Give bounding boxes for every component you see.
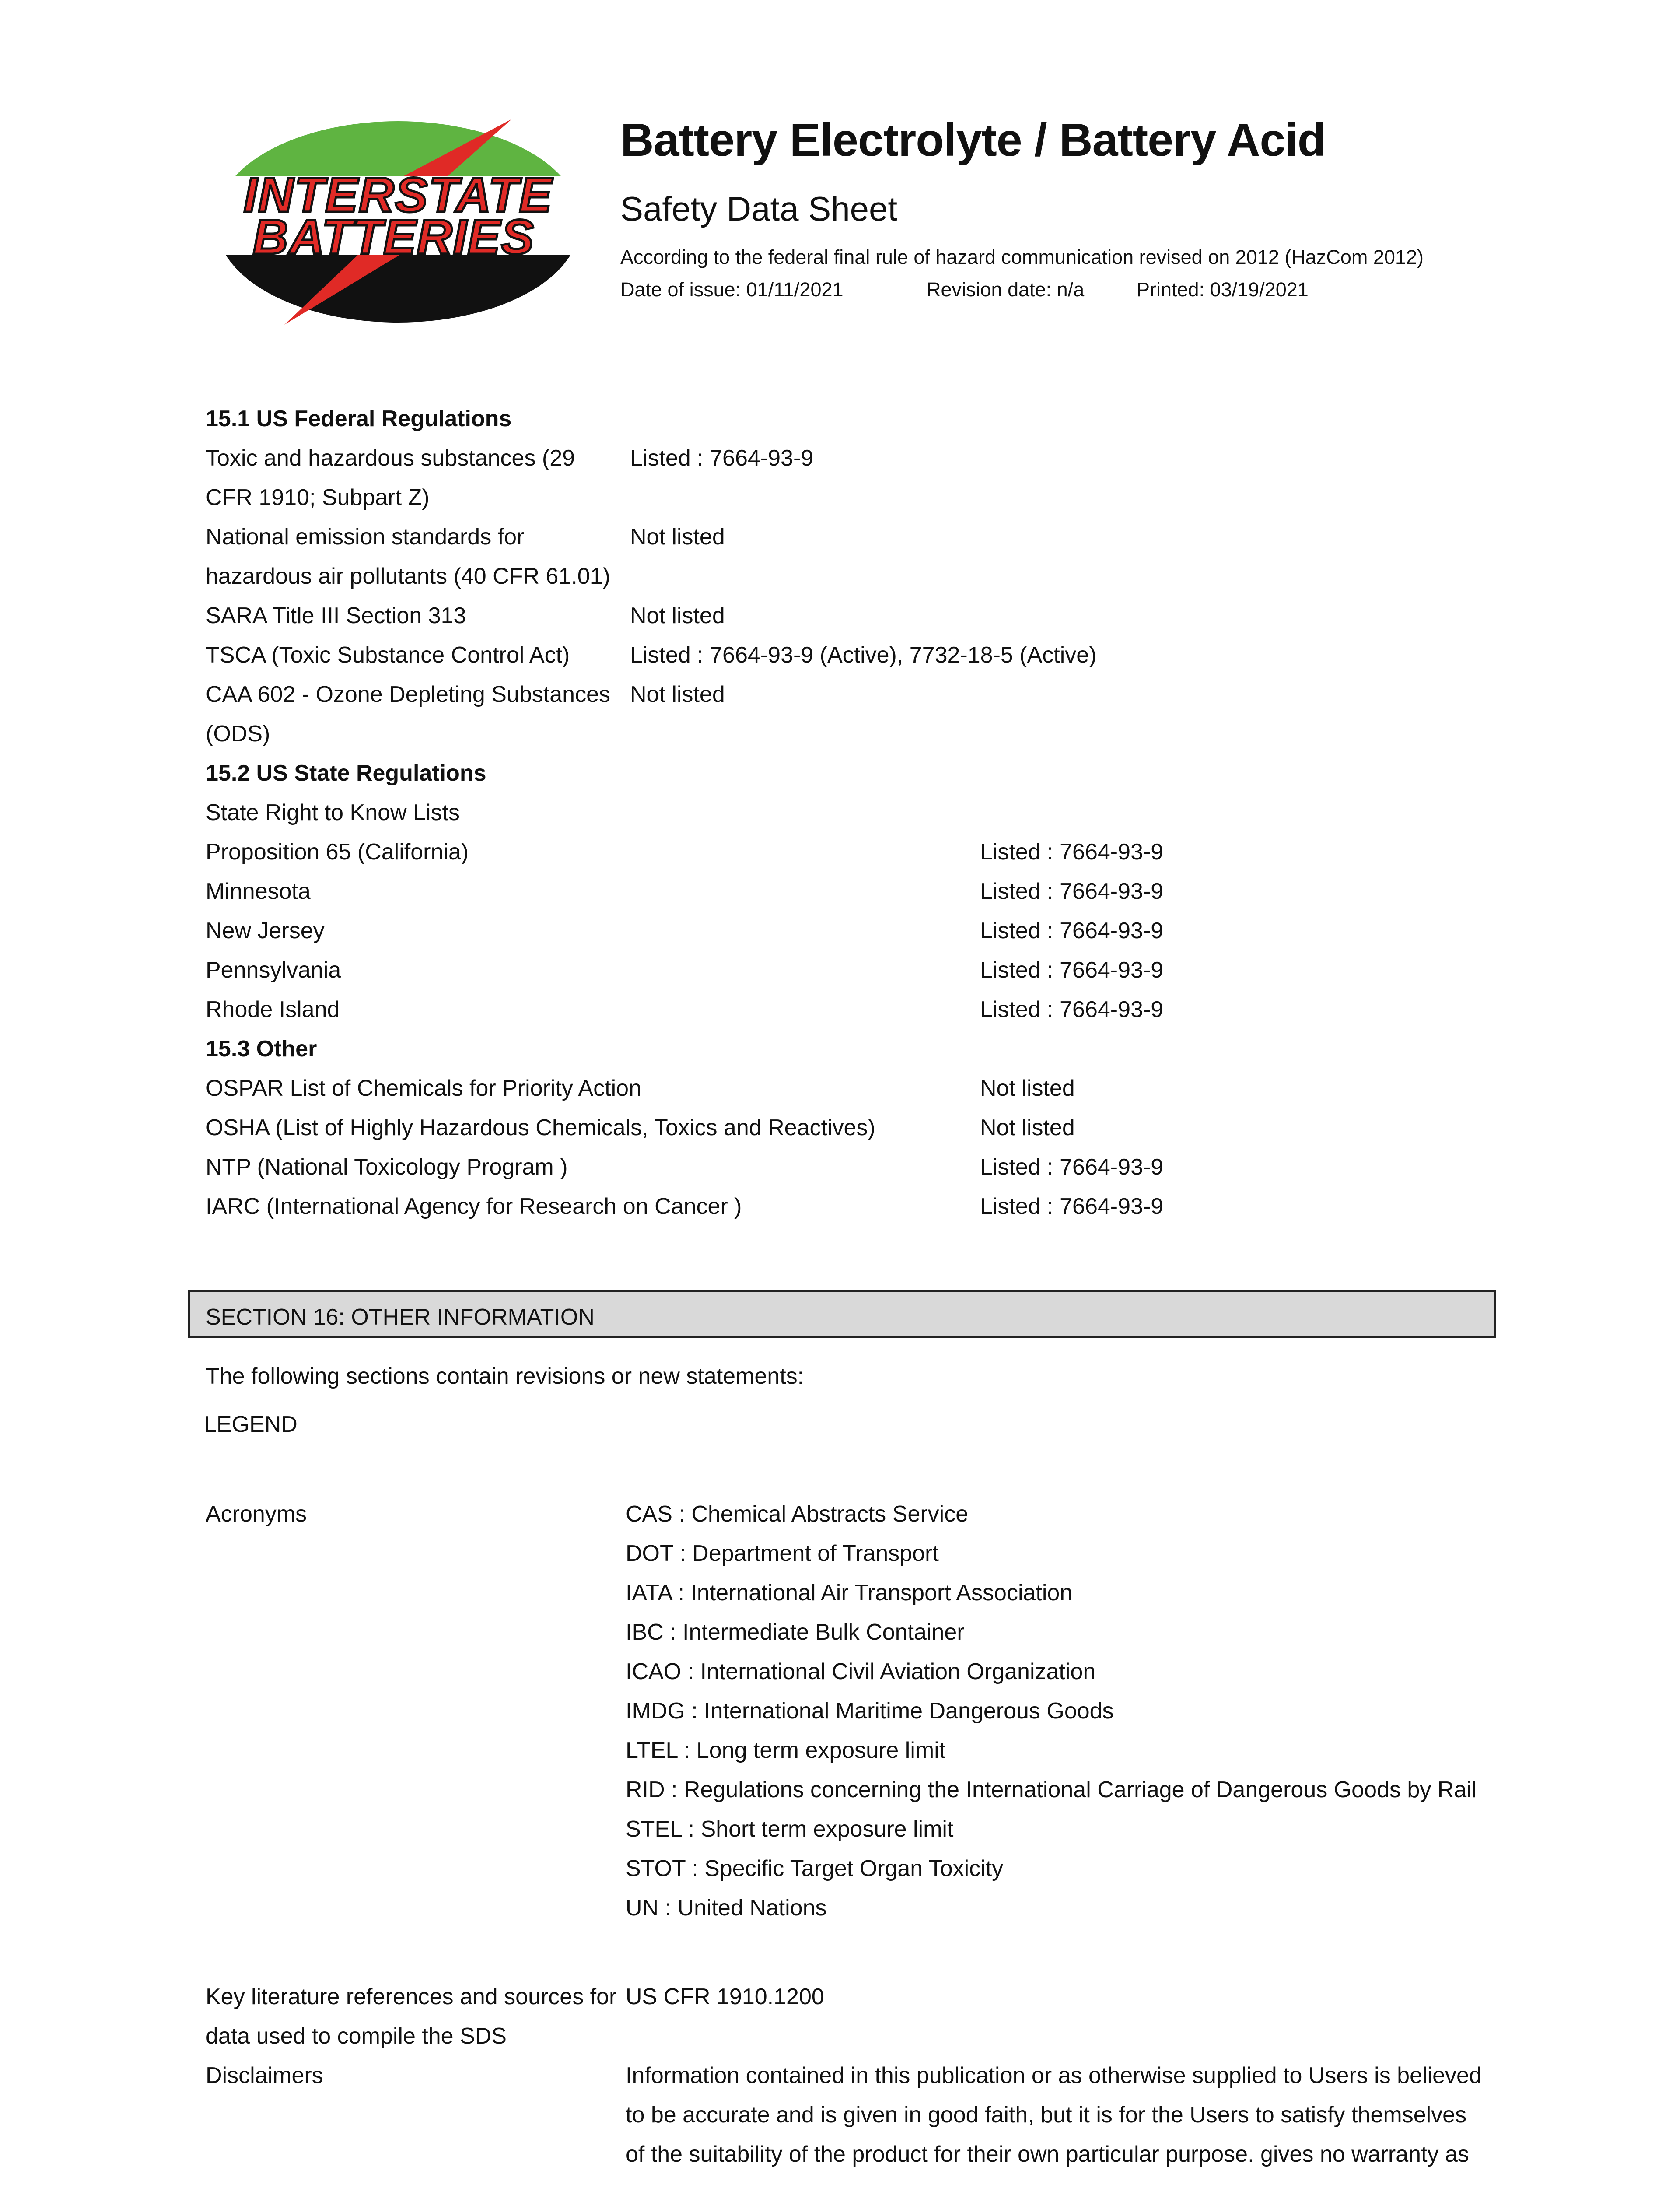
federal-row-value: Listed : 7664-93-9 (Active), 7732-18-5 (Active) [630,642,1097,668]
acronym-item: CAS : Chemical Abstracts Service [626,1501,969,1527]
disclaimer-line: to be accurate and is given in good faith, but it is for the Users to satisfy themselves [626,2102,1467,2128]
acronym-item: STOT : Specific Target Organ Toxicity [626,1856,1004,1881]
state-row-value: Listed : 7664-93-9 [980,957,1164,983]
date-of-issue: Date of issue: 01/11/2021 [620,278,844,301]
other-row-label: OSHA (List of Highly Hazardous Chemicals, Toxics and Reactives) [206,1115,875,1140]
disclaimer-line: of the suitability of the product for their own particular purpose. gives no warranty as [626,2142,1469,2167]
acronym-item: IMDG : International Maritime Dangerous Goods [626,1698,1114,1724]
federal-row-label: TSCA (Toxic Substance Control Act) [206,642,570,668]
other-row-label: IARC (International Agency for Research on Cancer ) [206,1194,742,1219]
interstate-batteries-logo [206,115,591,329]
literature-value: US CFR 1910.1200 [626,1984,824,2009]
document-title: Battery Electrolyte / Battery Acid [620,114,1326,166]
state-row-label: Proposition 65 (California) [206,839,469,865]
disclaimer-line: Information contained in this publication or as otherwise supplied to Users is believed [626,2063,1482,2088]
federal-row-value: Listed : 7664-93-9 [630,445,814,471]
acronym-item: ICAO : International Civil Aviation Organization [626,1659,1096,1684]
other-row-value: Listed : 7664-93-9 [980,1154,1164,1180]
acronym-item: LTEL : Long term exposure limit [626,1738,946,1763]
section-15-3-heading: 15.3 Other [206,1036,317,1062]
federal-row-value: Not listed [630,603,725,628]
section-16-header-bar [188,1290,1496,1338]
state-row-label: Pennsylvania [206,957,341,983]
state-row-value: Listed : 7664-93-9 [980,879,1164,904]
federal-row-label-cont: (ODS) [206,721,270,747]
federal-row-label-cont: hazardous air pollutants (40 CFR 61.01) [206,564,610,589]
document-subtitle: Safety Data Sheet [620,189,898,228]
state-lists-subheading: State Right to Know Lists [206,800,460,825]
acronym-item: UN : United Nations [626,1895,827,1921]
acronym-item: IATA : International Air Transport Association [626,1580,1073,1606]
state-row-value: Listed : 7664-93-9 [980,839,1164,865]
logo-text-batteries: BATTERIES [252,210,535,264]
literature-label-cont: data used to compile the SDS [206,2023,507,2049]
other-row-label: NTP (National Toxicology Program ) [206,1154,568,1180]
disclaimers-label: Disclaimers [206,2063,323,2088]
federal-row-label: CAA 602 - Ozone Depleting Substances [206,682,611,707]
logo-text-interstate: INTERSTATE [243,168,553,222]
literature-label: Key literature references and sources for [206,1984,617,2009]
acronym-item: DOT : Department of Transport [626,1541,939,1566]
other-row-value: Listed : 7664-93-9 [980,1194,1164,1219]
federal-row-value: Not listed [630,682,725,707]
federal-row-label: Toxic and hazardous substances (29 [206,445,575,471]
state-row-label: Rhode Island [206,997,340,1022]
state-row-label: New Jersey [206,918,325,943]
legend-heading: LEGEND [204,1412,298,1437]
acronym-item: RID : Regulations concerning the International Carriage of Dangerous Goods by Rail [626,1777,1477,1802]
state-row-label: Minnesota [206,879,311,904]
printed-date: Printed: 03/19/2021 [1137,278,1309,301]
regulation-note: According to the federal final rule of hazard communication revised on 2012 (HazCom 2012) [620,246,1424,268]
section-16-intro: The following sections contain revisions or new statements: [206,1364,804,1389]
acronym-item: STEL : Short term exposure limit [626,1816,954,1842]
section-16-title: SECTION 16: OTHER INFORMATION [206,1304,595,1330]
section-15-1-heading: 15.1 US Federal Regulations [206,406,512,431]
state-row-value: Listed : 7664-93-9 [980,997,1164,1022]
other-row-value: Not listed [980,1115,1075,1140]
state-row-value: Listed : 7664-93-9 [980,918,1164,943]
section-15-2-heading: 15.2 US State Regulations [206,761,486,786]
revision-date: Revision date: n/a [927,278,1085,301]
acronym-item: IBC : Intermediate Bulk Container [626,1620,965,1645]
federal-row-label-cont: CFR 1910; Subpart Z) [206,485,430,510]
federal-row-label: SARA Title III Section 313 [206,603,466,628]
other-row-value: Not listed [980,1076,1075,1101]
other-row-label: OSPAR List of Chemicals for Priority Action [206,1076,642,1101]
federal-row-label: National emission standards for [206,524,525,550]
federal-row-value: Not listed [630,524,725,550]
acronyms-label: Acronyms [206,1501,307,1527]
